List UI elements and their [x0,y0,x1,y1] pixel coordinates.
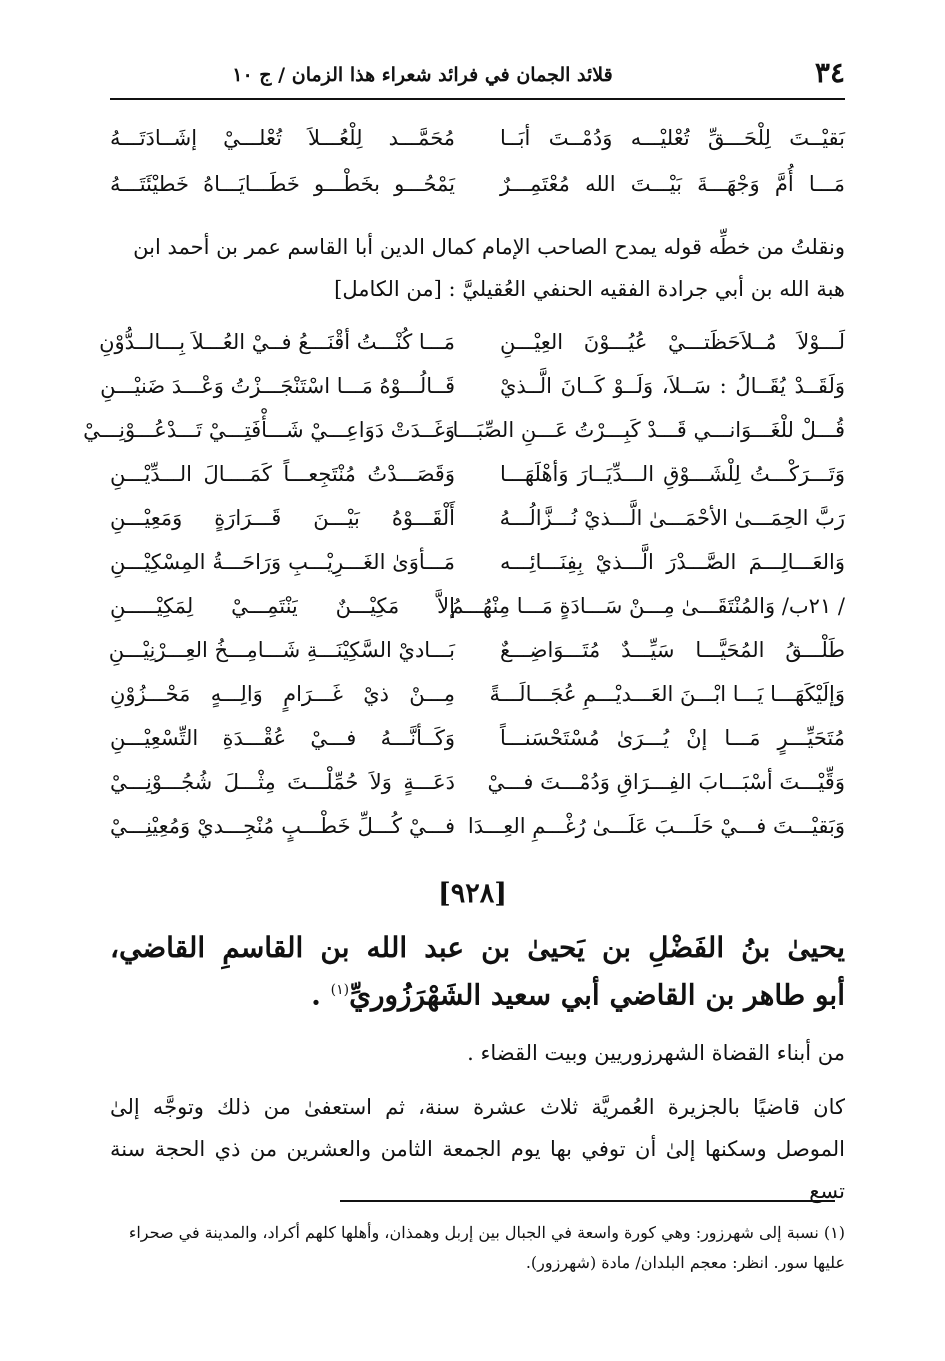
verse-couplet [100,366,845,406]
verse-first-hemistich: وَقِّيْـــتَ أسْبَـــابَ الفِـــرَاقِ وَدُمْـــتَ فـــيْ [487,770,845,794]
verse-couplet [83,410,845,450]
verse-couplet [110,498,845,538]
verse-second-hemistich: قَــالُـــوْهُ مَـــا اسْتَنْجَـــزْتُ وَعْـــدَ ضَنيْـــنِ [100,374,455,398]
verse-couplet [110,454,845,494]
verse-first-hemistich: طَلْـــقُ المُحَيَّـــا سَيِّـــدٌ مُتَـــوَاضِـــعٌ [500,638,845,662]
verse-first-hemistich: / ٢١ب/ وَالمُنْتَقَـــىٰ مِـــنْ سَـــادَةٍ مَـــا مِنْهُـــمُ [450,594,845,618]
verse-first-hemistich: وَإلَيْكَهَـــا يَـــا ابْـــنَ العَـــديْـــمِ عُجَـــالَـــةً [489,682,845,706]
footnote-ref-1[interactable]: (١) [330,982,350,998]
footnote-line: عليها سور. انظر: معجم البلدان/ مادة (شهرزور). [525,1253,845,1272]
verse-first-hemistich: قُـــلْ للْغَـــوَانـــي قَـــدْ كَبِـــرْتُ عَـــنِ الصِّبَـــا [452,418,845,442]
verse-second-hemistich: وَغَــدَتْ دَوَاعِـــيْ شَـــأْفَتِـــيْ تَـــدْعُـــوْنِـــيْ [83,418,455,442]
verse-couplet [110,762,845,802]
entry-heading-line-2 [110,970,845,1015]
verse-couplet [110,630,845,670]
heading-period: . [311,978,331,1012]
body-line: الموصل وسكنها إلىٰ أن توفي بها يوم الجمعة الثامن والعشرين من ذي الحجة سنة تسع [110,1137,845,1203]
verse-second-hemistich: مَـــا كُنْـــتُ أقْنَـــعُ فــيْ العُـــلاَ بِـــالــدُّوْنِ [99,330,455,354]
footnote-line: (١) نسبة إلى شهرزور: وهي كورة واسعة في الجبال بين إربل وهمذان، وأهلها كلهم أكراد، والمدينة في صحراء [128,1223,845,1242]
verse-couplet [110,718,845,758]
verse-couplet [110,164,845,204]
intro-line: ونقلتُ من خطِّه قوله يمدح الصاحب الإمام كمال الدين أبا القاسم عمر بن أحمد ابن [133,235,845,259]
verse-couplet [110,542,845,582]
verse-first-hemistich: بَقيْــتَ لِلْحَـــقِّ تُعْليْـــه وَدُمْــتَ أبَــا [500,126,845,150]
running-title: قلائد الجمان في فرائد شعراء هذا الزمان / ج ١٠ [232,64,613,86]
verse-first-hemistich: مُتَحَيِّـــرٍ مَـــا إنْ يُـــرَىٰ مُسْتَحْسَنـــاً [500,726,845,750]
verse-first-hemistich: لَـــوْلاَ مُــلاَحَظَتـــيْ عُيُـــوْنَ العِيْـــنِ [500,330,845,354]
entry-heading-text: أبو طاهر بن القاضي أبي سعيد الشَهْرَزُوريِّ [349,978,845,1012]
body-line: كان قاضيًا بالجزيرة العُمريَّة ثلاث عشرة سنة، ثم استعفىٰ من ذلك وتوجَّه إلىٰ [110,1095,845,1119]
verse-second-hemistich: دَعَـــةٍ وَلاَ حُمِّلْـــتَ مِثْـــلَ شُجُـــوْنِـــيْ [110,770,455,794]
entry-heading-line-1: يحيىٰ بنُ الفَضْلِ بن يَحيىٰ بن عبد الله بن القاسمِ القاضي، [110,931,845,964]
verse-second-hemistich: وَقَصَـــدْتُ مُنْتَجِعـــاً كَمَــــالَ الـــدِّيْـــنِ [110,462,455,486]
verse-first-hemistich: رَبَّ الحِمَـــىٰ الأحْمَـــىٰ الَّـــذيْ نُـــزَّالُـــهُ [499,506,845,530]
verse-second-hemistich: بَـــاديْ السَّكِيْنَـــةِ شَـــامِـــخُ العِـــرْنِيْـــنِ [108,638,455,662]
verse-second-hemistich: يَمْحُـــو بخَطْـــو خَطَـــايَـــاهُ خَطيْئَتَـــهُ [110,172,455,196]
verse-couplet [110,674,845,714]
verse-first-hemistich: وَبَقيْـــتَ فـــيْ حَلَـــبَ عَلَـــىٰ رُغْـــمِ العِـــدَا [467,814,845,838]
verse-second-hemistich: مِـــنْ ذيْ غَـــرَامٍ وَالِـــهٍ مَحْـــزُوْنِ [110,682,455,706]
verse-couplet [99,322,845,362]
verse-second-hemistich: وَكَــأنَّـــهُ فـــيْ عُقْـــدَةِ التِّسْعِيْـــنِ [110,726,455,750]
verse-second-hemistich: مُحَمَّـــد لِلْعُـــلاَ تُعْلـــيْ إشَــادَتَـــهُ [110,126,455,150]
footnotes [110,1218,845,1278]
verse-first-hemistich: مَـــا أُمَّ وَجْهَـــةَ بَيْـــتَ الله مُعْتَمِـــرٌ [500,172,845,196]
verse-couplet [110,586,845,626]
page-number: ٣٤ [814,56,845,89]
verse-couplet [110,806,845,846]
page-header [110,56,845,96]
intro-line: هبة الله بن أبي جرادة الفقيه الحنفي العُقيليَّ : [من الكامل] [334,277,845,301]
verse-second-hemistich: فـــيْ كُـــلِّ خَطْـــبٍ مُنْجِـــديْ وَمُعِيْنِـــيْ [110,814,455,838]
verse-second-hemistich: إلاَّ مَكِيْـــنٌ يَنْتَمِـــيْ لِمَكِيْـــــنِ [110,594,455,618]
verse-couplet [110,118,845,158]
verse-second-hemistich: مَـــأوَىٰ الغَـــرِيْـــبِ وَرَاحَـــةُ المِسْكِيْـــنِ [110,550,455,574]
verse-first-hemistich: وَلَقَــدْ يُقَــالُ : سَــلاَ، وَلَــوْ كَــانَ الَّــذيْ [500,374,845,398]
footnote-rule [340,1200,835,1202]
body-line: من أبناء القضاة الشهرزوريين وبيت القضاء . [467,1041,845,1065]
verse-first-hemistich: وَالعَـــالِـــمَ الصَّـــدْرَ الَّـــذيْ بِفِنَـــائِـــه [500,550,845,574]
verse-second-hemistich: أَلْقَـــوْهُ بَيْـــنَ قَـــرَارَةٍ وَمَعِيْـــنِ [110,506,455,530]
entry-number: [٩٢٨] [437,878,508,909]
verse-first-hemistich: وَتَـــرَكْـــتُ لِلْشَـــوْقِ الـــدِّيَــارَ وَأهْلَهَـــا [500,462,845,486]
header-rule [110,98,845,100]
